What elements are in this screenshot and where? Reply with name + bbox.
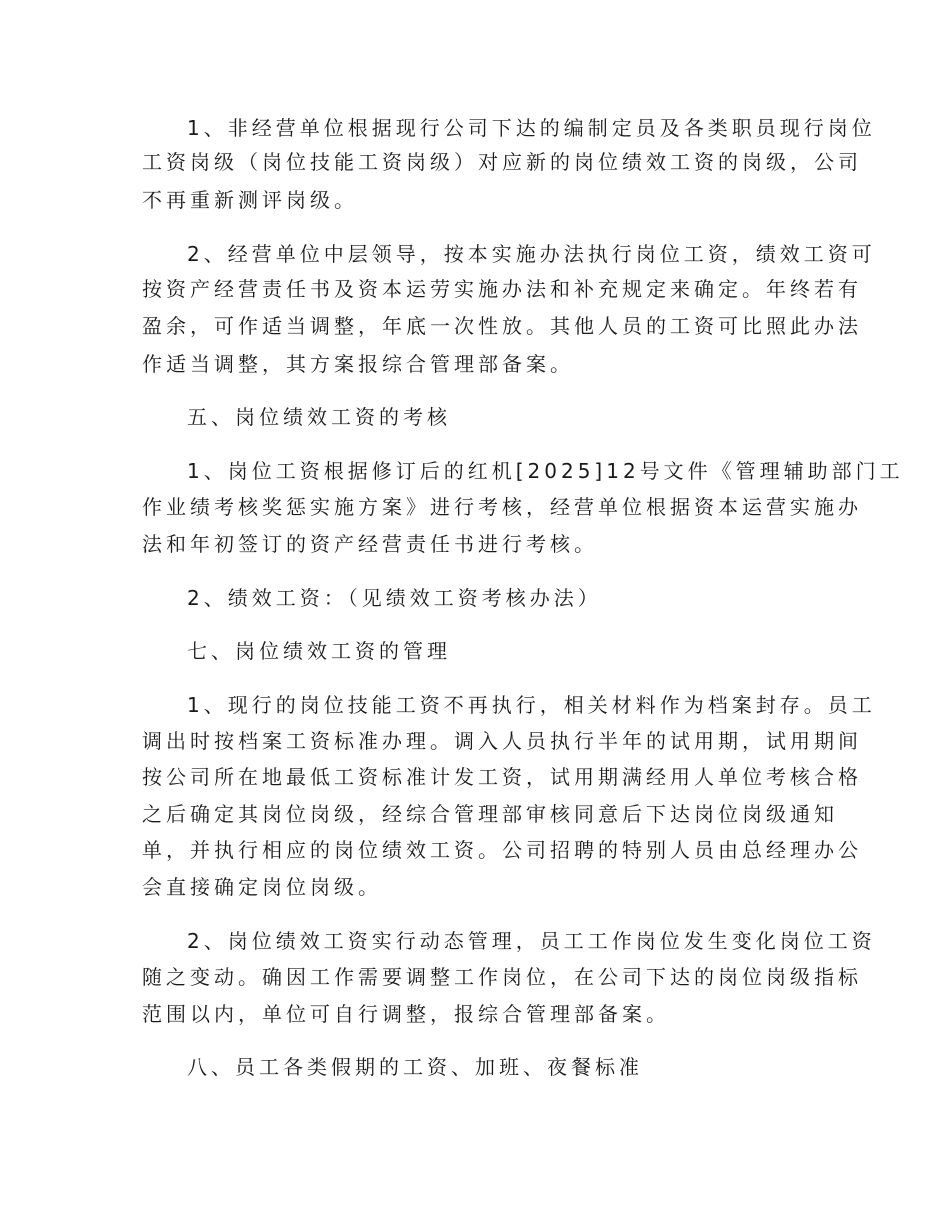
section-heading-7: 七、岗位绩效工资的管理	[187, 639, 451, 663]
section-heading-5: 五、岗位绩效工资的考核	[187, 405, 451, 429]
paragraph-1-line-2: 工资岗级（岗位技能工资岗级）对应新的岗位绩效工资的岗级，公司	[142, 150, 862, 174]
paragraph-3-line-1: 1、岗位工资根据修订后的红机[2025]12号文件《管理辅助部门工	[187, 459, 904, 483]
paragraph-6-line-1: 2、岗位绩效工资实行动态管理，员工工作岗位发生变化岗位工资	[187, 929, 876, 953]
paragraph-6-line-2: 随之变动。确因工作需要调整工作岗位，在公司下达的岗位岗级指标	[142, 965, 862, 989]
paragraph-5-line-6: 会直接确定岗位岗级。	[142, 875, 382, 899]
paragraph-1-line-1: 1、非经营单位根据现行公司下达的编制定员及各类职员现行岗位	[187, 116, 876, 140]
paragraph-3-line-3: 法和年初签订的资产经营责任书进行考核。	[142, 532, 598, 556]
paragraph-5-line-4: 之后确定其岗位岗级，经综合管理部审核同意后下达岗位岗级通知	[142, 802, 838, 826]
paragraph-5-line-1: 1、现行的岗位技能工资不再执行，相关材料作为档案封存。员工	[187, 693, 876, 717]
paragraph-5-line-5: 单，并执行相应的岗位绩效工资。公司招聘的特别人员由总经理办公	[142, 838, 862, 862]
paragraph-2-line-2: 按资产经营责任书及资本运劳实施办法和补充规定来确定。年终若有	[142, 277, 862, 301]
paragraph-3-line-2: 作业绩考核奖惩实施方案》进行考核，经营单位根据资本运营实施办	[142, 495, 862, 519]
paragraph-6-line-3: 范围以内，单位可自行调整，报综合管理部备案。	[142, 1002, 670, 1026]
paragraph-5-line-3: 按公司所在地最低工资标准计发工资，试用期满经用人单位考核合格	[142, 765, 862, 789]
paragraph-4-line-1: 2、绩效工资：（见绩效工资考核办法）	[187, 586, 602, 610]
paragraph-1-line-3: 不再重新测评岗级。	[142, 188, 358, 212]
section-heading-8: 八、员工各类假期的工资、加班、夜餐标准	[187, 1055, 643, 1079]
paragraph-2-line-1: 2、经营单位中层领导，按本实施办法执行岗位工资，绩效工资可	[187, 242, 876, 266]
paragraph-5-line-2: 调出时按档案工资标准办理。调入人员执行半年的试用期，试用期间	[142, 729, 862, 753]
paragraph-2-line-4: 作适当调整，其方案报综合管理部备案。	[142, 352, 574, 376]
paragraph-2-line-3: 盈余，可作适当调整，年底一次性放。其他人员的工资可比照此办法	[142, 314, 862, 338]
